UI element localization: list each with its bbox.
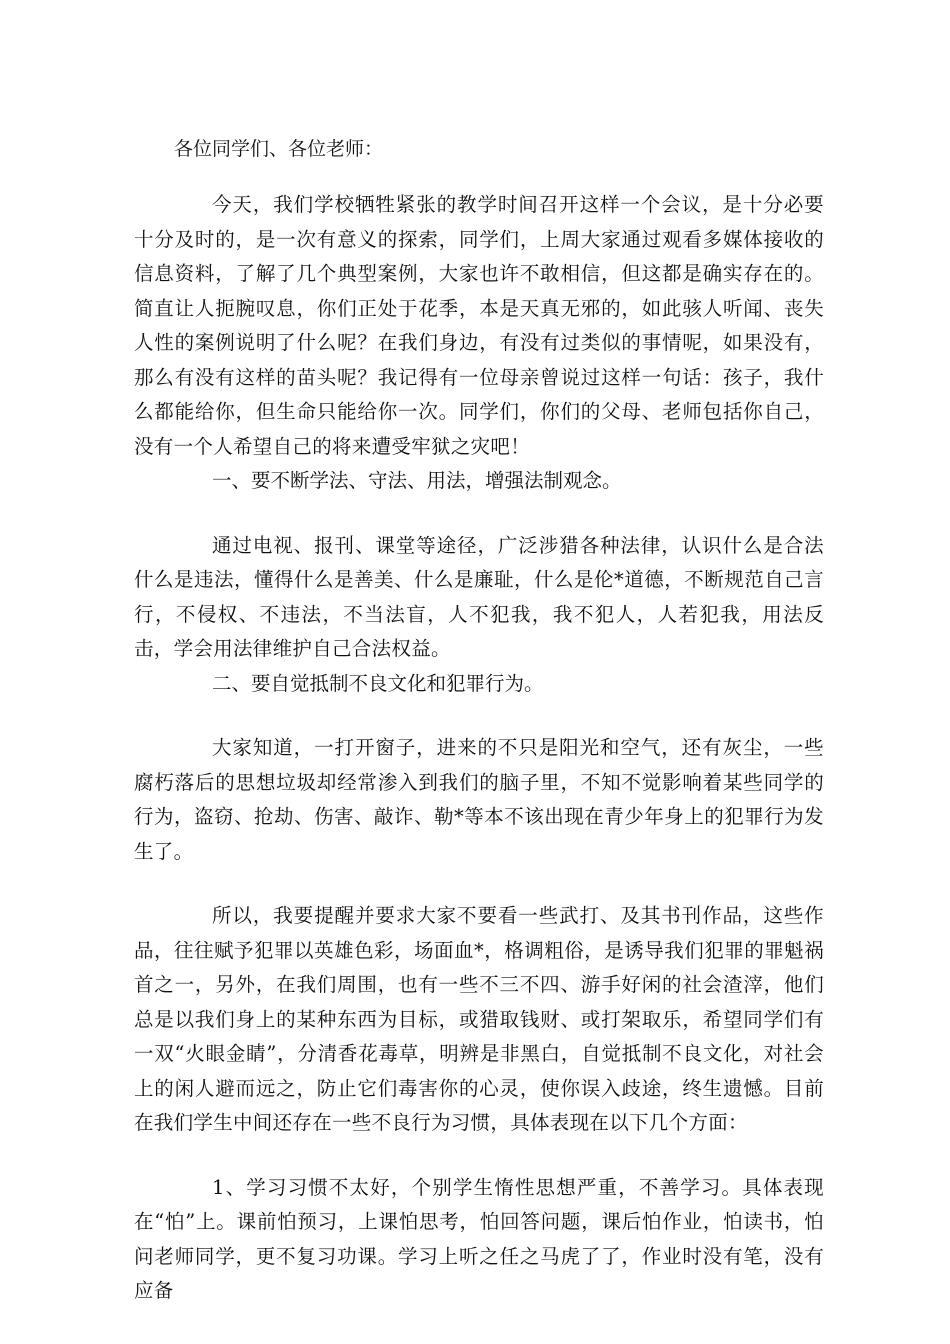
document-page [134,126,824,1309]
section-heading-2: 二、要自觉抵制不良文化和犯罪行为。 [212,671,544,695]
paragraph-habits: 1、学习习惯不太好，个别学生惰性思想严重，不善学习。具体表现在“怕”上。课前怕预习，上课怕思考，怕回答问题，课后怕作业，怕读书，怕问老师同学，更不复习功课。学习上听之任之马虎了了，作业时没有笔，没有应备 [134,1175,824,1302]
paragraph-warning: 所以，我要提醒并要求大家不要看一些武打、及其书刊作品，这些作品，往往赋予犯罪以英雄色彩，场面血*，格调粗俗，是诱导我们犯罪的罪魁祸首之一，另外，在我们周围，也有一些不三不四、游手好闲的社会渣滓，他们总是以我们身上的某种东西为目标，或猎取钱财、或打架取乐，希望同学们有一双“火眼金睛”，分清香花毒草，明辨是非黑白，自觉抵制不良文化，对社会上的闲人避而远之，防止它们毒害你的心灵，使你误入歧途，终生遗憾。目前在我们学生中间还存在一些不良行为习惯，具体表现在以下几个方面： [134,904,824,1134]
greeting: 各位同学们、各位老师： [174,138,384,160]
paragraph-intro: 今天，我们学校牺牲紧张的教学时间召开这样一个会议，是十分必要十分及时的，是一次有意义的探索，同学们，上周大家通过观看多媒体接收的信息资料，了解了几个典型案例，大家也许不敢相信，但这都是确实存在的。简直让人扼腕叹息，你们正处于花季，本是天真无邪的，如此骇人听闻、丧失人性的案例说明了什么呢？在我们身边，有没有过类似的事情呢，如果没有，那么有没有这样的苗头呢？我记得有一位母亲曾说过这样一句话：孩子，我什么都能给你，但生命只能给你一次。同学们，你们的父母、老师包括你自己，没有一个人希望自己的将来遭受牢狱之灾吧！ [134,193,824,458]
section-heading-1: 一、要不断学法、守法、用法，增强法制观念。 [212,469,622,492]
paragraph-law: 通过电视、报刊、课堂等途径，广泛涉猎各种法律，认识什么是合法什么是违法，懂得什么是善美、什么是廉耻，什么是伦*道德，不断规范自己言行，不侵权、不违法，不当法盲，人不犯我，我不犯人，人若犯我，用法反击，学会用法律维护自己合法权益。 [134,533,824,660]
paragraph-window: 大家知道，一打开窗子，进来的不只是阳光和空气，还有灰尘，一些腐朽落后的思想垃圾却经常渗入到我们的脑子里，不知不觉影响着某些同学的行为，盗窃、抢劫、伤害、敲诈、勒*等本不该出现在青少年身上的犯罪行为发生了。 [134,736,824,863]
